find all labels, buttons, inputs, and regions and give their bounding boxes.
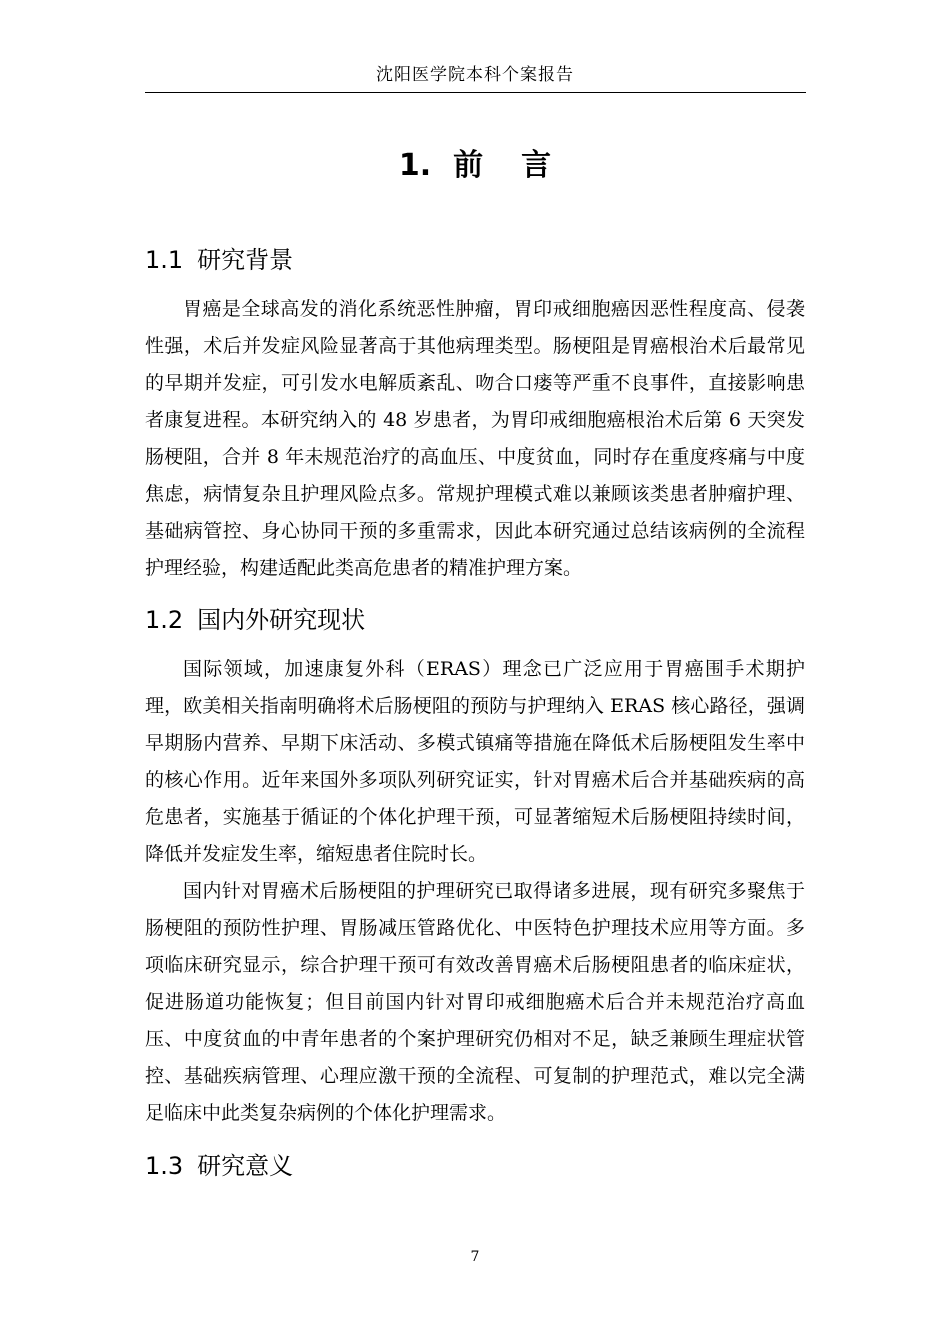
section-title: 研究意义 [197,1152,294,1180]
running-header: 沈阳医学院本科个案报告 [376,65,574,85]
section-number: 1.2 [145,606,184,634]
section-title: 研究背景 [197,246,294,274]
page-number: 7 [470,1249,480,1265]
section-number: 1.1 [145,246,184,274]
section-heading-1-2 [145,602,805,638]
paragraph-international-status: 国际领域，加速康复外科（ERAS）理念已广泛应用于胃癌围手术期护理，欧美相关指南明确将术后肠梗阻的预防与护理纳入 ERAS 核心路径，强调早期肠内营养、早期下床活动、多模式镇痛等措施在降低术后肠梗阻发生率中的核心作用。近年来国外多项队列研究证实，针对胃癌术后合并基础疾病的高危患者，实施基于循证的个体化护理干预，可显著缩短术后肠梗阻持续时间，降低并发症发生率，缩短患者住院时长。 [145,658,805,865]
paragraph-domestic-status: 国内针对胃癌术后肠梗阻的护理研究已取得诸多进展，现有研究多聚焦于肠梗阻的预防性护理、胃肠减压管路优化、中医特色护理技术应用等方面。多项临床研究显示，综合护理干预可有效改善胃癌术后肠梗阻患者的临床症状，促进肠道功能恢复；但目前国内针对胃印戒细胞癌术后合并未规范治疗高血压、中度贫血的中青年患者的个案护理研究仍相对不足，缺乏兼顾生理症状管控、基础疾病管理、心理应激干预的全流程、可复制的护理范式，难以完全满足临床中此类复杂病例的个体化护理需求。 [145,880,805,1124]
section-heading-1-1 [145,242,805,278]
section-heading-1-3 [145,1148,805,1184]
header-divider [145,92,806,93]
section-number: 1.3 [145,1152,184,1180]
chapter-number: 1. [398,148,432,183]
paragraph-background: 胃癌是全球高发的消化系统恶性肿瘤，胃印戒细胞癌因恶性程度高、侵袭性强，术后并发症风险显著高于其他病理类型。肠梗阻是胃癌根治术后最常见的早期并发症，可引发水电解质紊乱、吻合口瘘等严重不良事件，直接影响患者康复进程。本研究纳入的 48 岁患者，为胃印戒细胞癌根治术后第 6 天突发肠梗阻，合并 8 年未规范治疗的高血压、中度贫血，同时存在重度疼痛与中度焦虑，病情复杂且护理风险点多。常规护理模式难以兼顾该类患者肿瘤护理、基础病管控、身心协同干预的多重需求，因此本研究通过总结该病例的全流程护理经验，构建适配此类高危患者的精准护理方案。 [145,298,805,579]
chapter-title-text: 前言 [453,148,590,183]
chapter-title [145,143,805,189]
section-title: 国内外研究现状 [197,606,366,634]
